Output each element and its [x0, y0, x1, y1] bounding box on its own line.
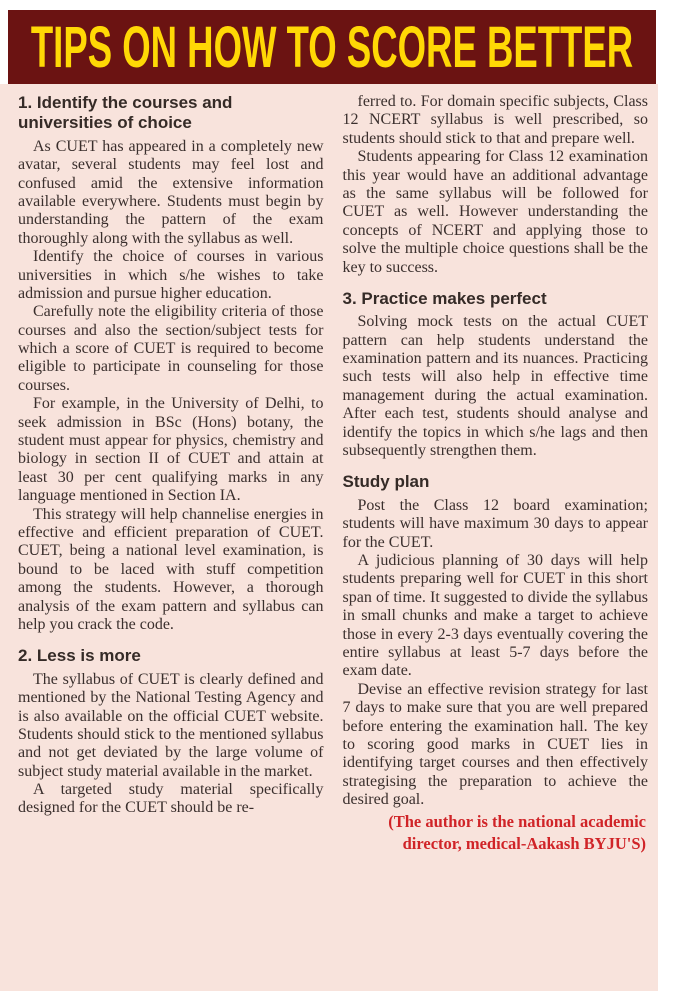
paragraph: Students appearing for Class 12 examination this year would have an additional advantage as the same syllabus will be followed for CUET as well. However understanding the concepts of NCERT and applying those to solve the multiple choice questions shall be the key to success. — [342, 148, 648, 276]
paragraph: For example, in the University of Delhi, to seek admission in BSc (Hons) botany, the student must appear for physics, chemistry and biology in section II of CUET and attain at least 30 per cent qualifying marks in any language mentioned in Section IA. — [18, 395, 324, 505]
paragraph: Solving mock tests on the actual CUET pattern can help students understand the examination pattern and its nuances. Practicing such tests will also help in effective time management during the actual examination. After each test, students should analyse and identify the topics in which s/he lags and then subsequently strengthen them. — [342, 313, 648, 460]
paragraph: Identify the choice of courses in various universities in which s/he wishes to take admission and pursue higher education. — [18, 248, 324, 302]
article-title: TIPS ON HOW TO SCORE BETTER — [30, 14, 634, 80]
section-heading-study-plan: Study plan — [342, 472, 430, 492]
left-column — [18, 93, 324, 985]
paragraph: This strategy will help channelise energies in effective and efficient preparation of CUET. CUET, being a national level examination, is bound to be laced with stuff competition among the students. However, a thorough analysis of the exam pattern and syllabus can help you crack the code. — [18, 505, 324, 633]
paragraph: Post the Class 12 board examination; students will have maximum 30 days to appear for the CUET. — [342, 496, 648, 551]
section-heading-practice-makes-perfect: 3. Practice makes perfect — [342, 288, 547, 308]
section-heading-identify-courses: 1. Identify the courses and universities of choice — [18, 93, 233, 133]
paragraph: As CUET has appeared in a completely new avatar, several students may feel lost and confused amid the extensive information available everywhere. Students must begin by understanding the pattern of the exam thoroughly along with the syllabus as well. — [18, 137, 324, 247]
paragraph: ferred to. For domain specific subjects, Class 12 NCERT syllabus is well prescribed, so students should stick to that and prepare well. — [342, 93, 648, 147]
article-banner — [8, 10, 656, 84]
article-body — [0, 84, 658, 991]
right-column — [343, 93, 649, 985]
paragraph: Carefully note the eligibility criteria of those courses and also the section/subject tests for which a score of CUET is required to become eligible to participate in counseling for those courses. — [18, 303, 324, 394]
paragraph: Devise an effective revision strategy for last 7 days to make sure that you are well prepared before entering the examination hall. The key to scoring good marks in CUET lies in identifying target courses and then effectively strategising the preparation to achieve the desired goal. — [342, 680, 648, 809]
paragraph: A judicious planning of 30 days will help students preparing well for CUET in this short span of time. It suggested to divide the syllabus in small chunks and make a target to achieve those in every 2-3 days eventually covering the entire syllabus at least 5-7 days before the exam date. — [342, 551, 648, 680]
paragraph: A targeted study material specifically designed for the CUET should be re- — [18, 781, 324, 817]
author-note: (The author is the national academic director, medical-Aakash BYJU'S) — [388, 812, 646, 853]
paragraph: The syllabus of CUET is clearly defined and mentioned by the National Testing Agency and is also available on the official CUET website. Students should stick to the mentioned syllabus and not get deviated by the large volume of subject study material available in the market. — [18, 670, 324, 780]
section-heading-less-is-more: 2. Less is more — [18, 646, 141, 666]
